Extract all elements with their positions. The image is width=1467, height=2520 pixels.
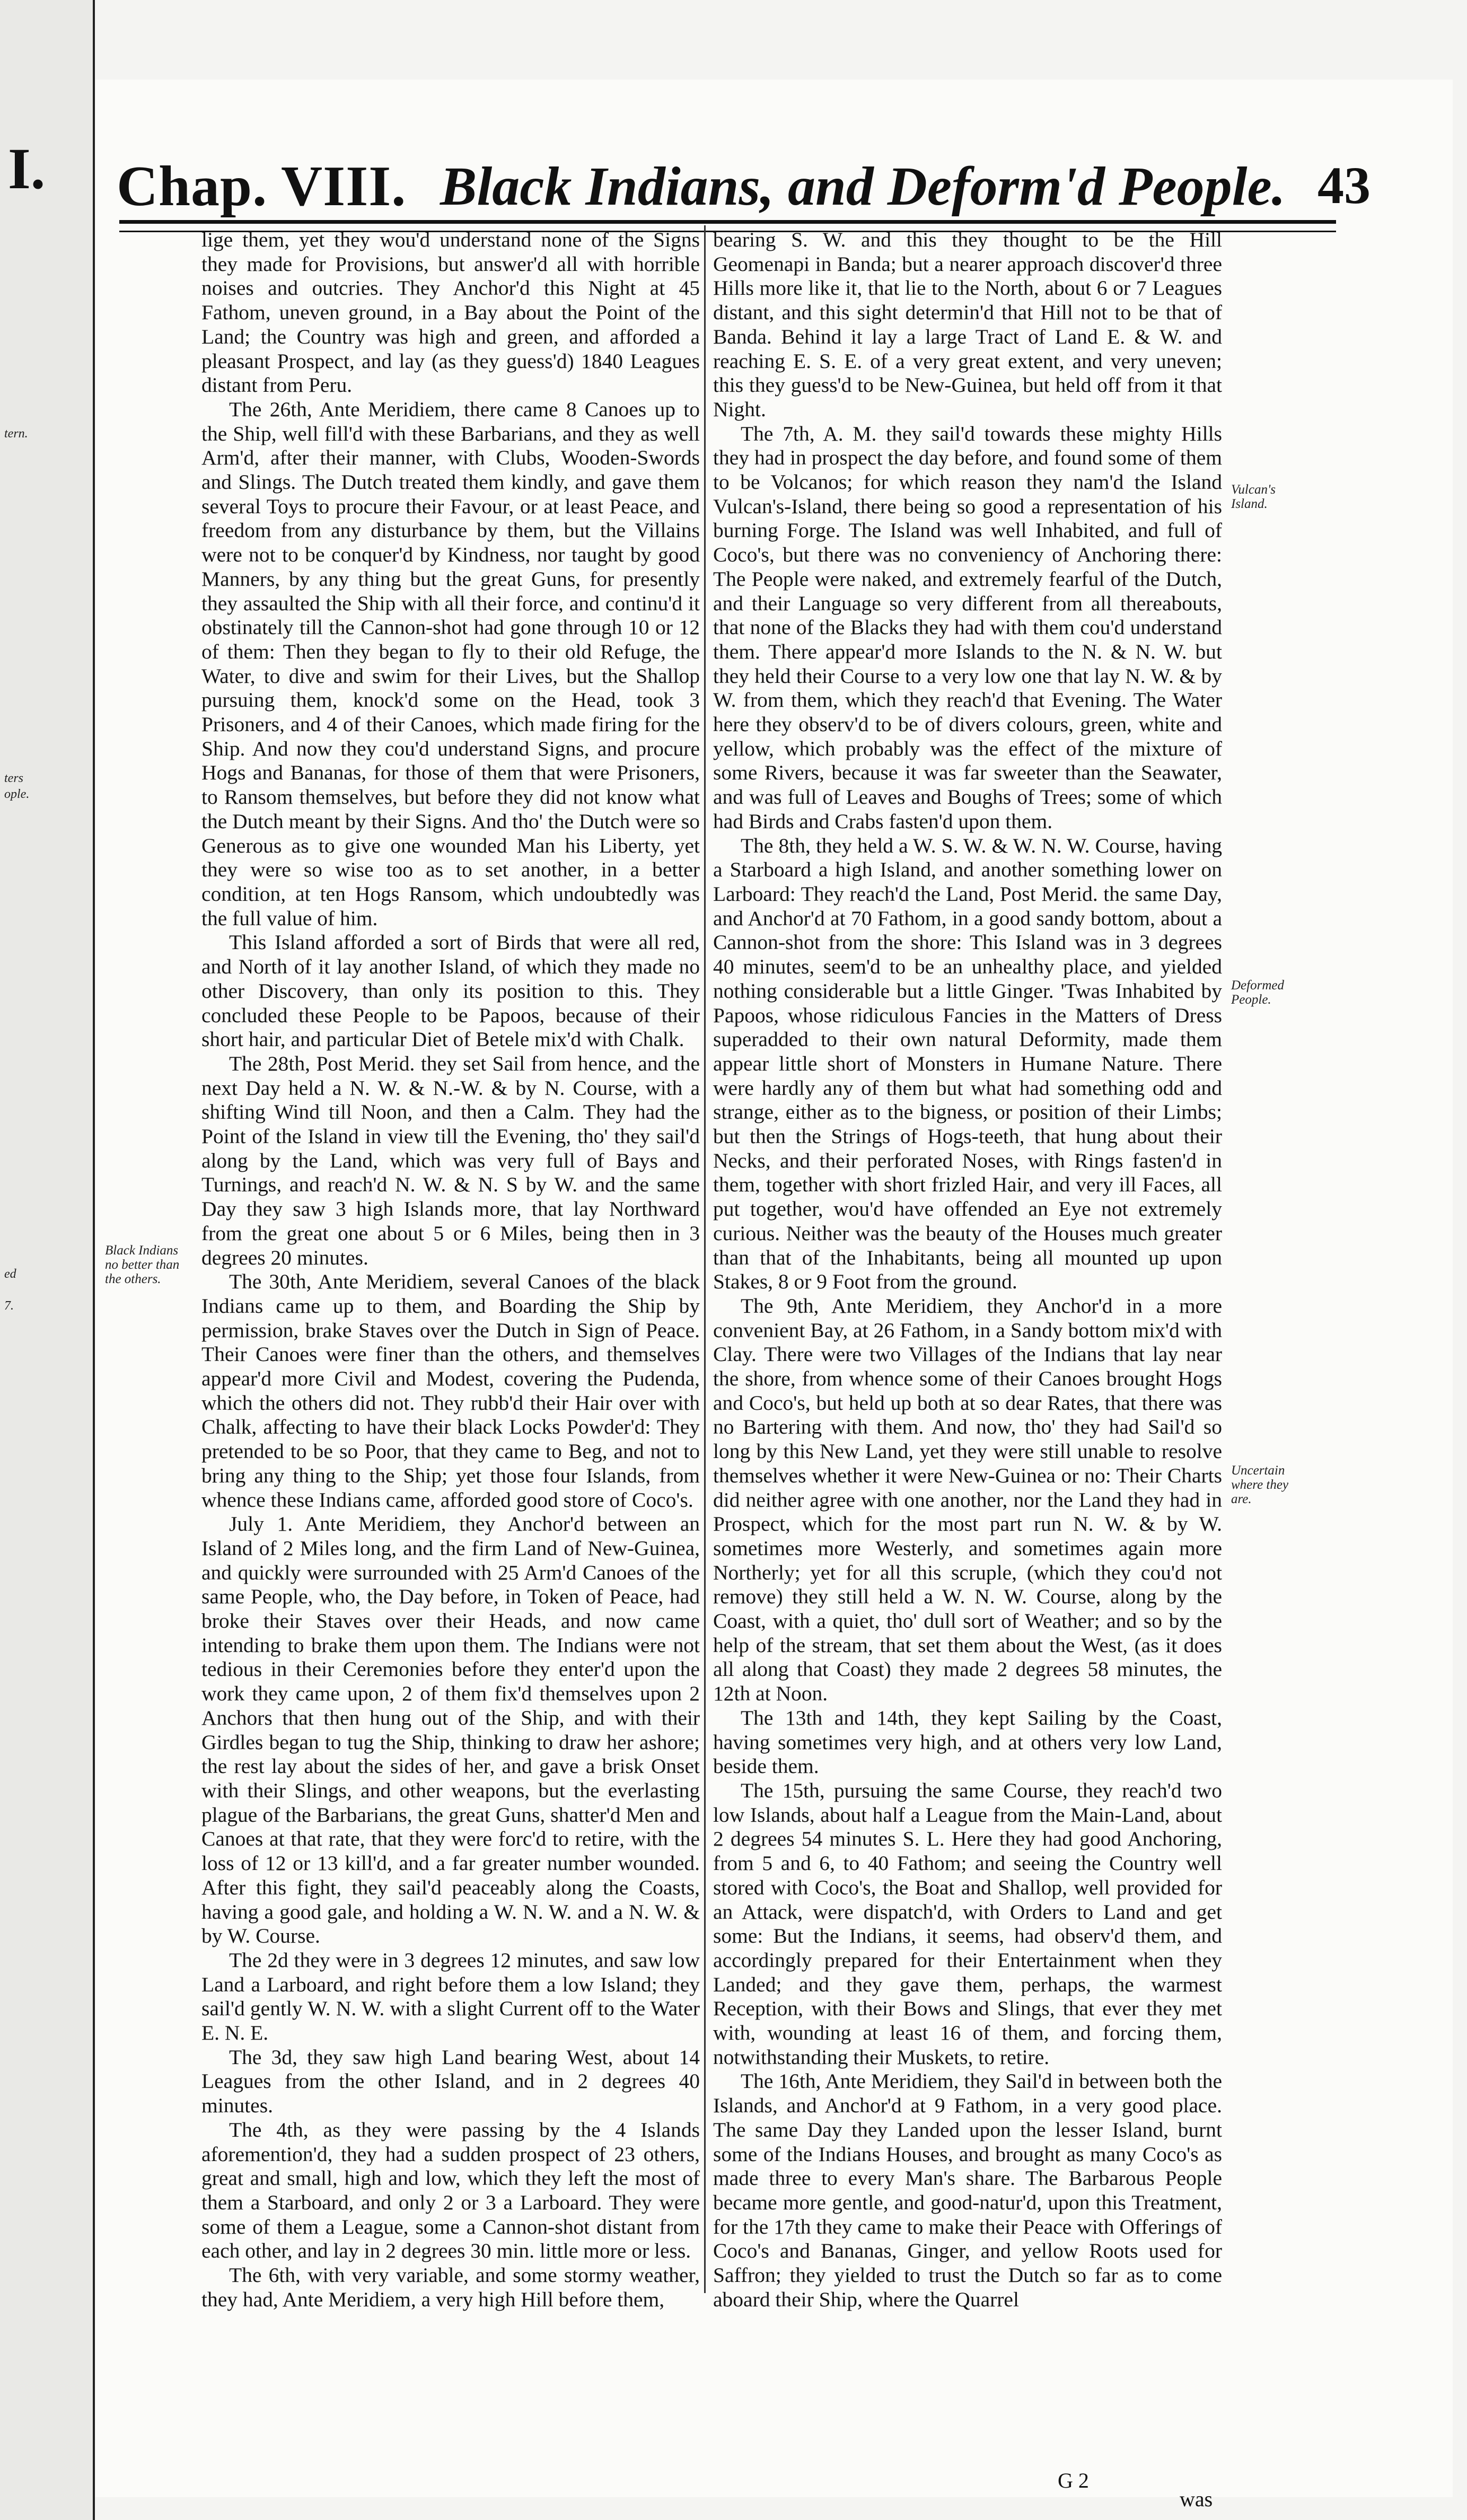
paragraph: bearing S. W. and this they thought to be the Hill Geomenapi in Banda; but a nearer approach discover'd three Hills more like it, that lie to the North, about 6 or 7 Leagues distant, and this sight determin'd that Hill not to be that of Banda. Behind it lay a large Tract of Land E. & W. and reaching E. S. E. of a very great extent, and very uneven; this they guess'd to be New-Guinea, but held off from it that Night. <box>713 228 1222 421</box>
text-column-left <box>201 228 700 2312</box>
adjacent-margin-fragment: ople. <box>4 787 30 801</box>
margin-note-uncertain: Uncertain where they are. <box>1231 1463 1289 1506</box>
paragraph: The 26th, Ante Meridiem, there came 8 Canoes up to the Ship, well fill'd with these Barbarians, and they as well Arm'd, after their manner, with Clubs, Wooden-Swords and Slings. The Dutch treated them kindly, and gave them several Toys to procure their Favour, or at least Peace, and freedom from any disturbance by them, but the Villains were not to be conquer'd by Kindness, nor taught by good Manners, by any thing but the great Guns, for presently they assaulted the Ship with all their force, and continu'd it obstinately till the Cannon-shot had gone through 10 or 12 of them: Then they began to fly to their old Refuge, the Water, to dive and swim for their Lives, but the Shallop pursuing them, knock'd some on the Head, took 3 Prisoners, and 4 of their Canoes, which made firing for the Ship. And now they cou'd understand Signs, and procure Hogs and Bananas, for those of them that were Prisoners, to Ransom themselves, but before they did not know what the Dutch meant by their Signs. And tho' the Dutch were so Generous as to give one wounded Man his Liberty, yet they were so wise too as to set another, in a better condition, at ten Hogs Ransom, which undoubtedly was the full value of him. <box>201 397 700 930</box>
paragraph: The 4th, as they were passing by the 4 Islands aforemention'd, they had a sudden prospect of 23 others, great and small, high and low, which they left the most of them a Starboard, and only 2 or 3 a Larboard. They were some of them a League, some a Cannon-shot distant from each other, and lay in 2 degrees 30 min. little more or less. <box>201 2118 700 2263</box>
paragraph: The 30th, Ante Meridiem, several Canoes of the black Indians came up to them, and Boarding the Ship by permission, brake Staves over the Dutch in Sign of Peace. Their Canoes were finer than the others, and themselves appear'd more Civil and Modest, covering the Pudenda, which the others did not. They rubb'd their Hair over with Chalk, affecting to have their black Locks Powder'd: They pretended to be so Poor, that they came to Beg, and not to bring any thing to the Ship; yet those four Islands, from whence these Indians came, afforded good store of Coco's. <box>201 1270 700 1512</box>
paragraph: The 15th, pursuing the same Course, they reach'd two low Islands, about half a League from the Main-Land, about 2 degrees 54 minutes S. L. Here they had good Anchoring, from 5 and 6, to 40 Fathom; and seeing the Country well stored with Coco's, the Boat and Shallop, well provided for an Attack, were dispatch'd, with Orders to Land and get some: But the Indians, it seems, had observ'd them, and accordingly prepared for their Entertainment when they Landed; and they gave them, perhaps, the warmest Reception, with their Bows and Slings, that ever they met with, wounding at least 16 of them, and forcing them, notwithstanding their Muskets, to retire. <box>713 1779 1222 2069</box>
adjacent-margin-fragment: 7. <box>4 1299 14 1313</box>
paragraph: The 6th, with very variable, and some stormy weather, they had, Ante Meridiem, a very high Hill before them, <box>201 2263 700 2311</box>
paragraph: The 9th, Ante Meridiem, they Anchor'd in a more convenient Bay, at 26 Fathom, in a Sandy bottom mix'd with Clay. There were two Villages of the Indians that lay near the shore, from whence some of their Canoes brought Hogs and Coco's, but held up both at so dear Rates, that there was no Bartering with them. And now, tho' they had Sail'd so long by this New Land, yet they were still unable to resolve themselves whether it were New-Guinea or no: Their Charts did neither agree with one another, nor the Land they had in Prospect, which for the most part run N. W. & by W. sometimes more Westerly, and sometimes again more Northerly; yet for all this scruple, (which they cou'd not remove) they still held a W. N. W. Course, along by the Coast, with a quiet, tho' dull sort of Weather; and so by the help of the stream, that set them about the West, (as it does all along that Coast) they made 2 degrees 58 minutes, the 12th at Noon. <box>713 1294 1222 1706</box>
margin-note-black-indians: Black Indians no better than the others. <box>105 1243 180 1286</box>
paragraph: The 3d, they saw high Land bearing West, about 14 Leagues from the other Island, and in 2 degrees 40 minutes. <box>201 2045 700 2118</box>
margin-note-deformed-people: Deformed People. <box>1231 978 1284 1007</box>
margin-note-vulcans-island: Vulcan's Island. <box>1231 482 1276 511</box>
chapter-heading: Chap. VIII. <box>117 155 407 218</box>
adjacent-page-edge <box>0 0 95 2520</box>
paragraph: July 1. Ante Meridiem, they Anchor'd between an Island of 2 Miles long, and the firm Land of New-Guinea, and quickly were surrounded with 25 Arm'd Canoes of the same People, who, the Day before, in Token of Peace, had broke their Staves over their Heads, and now came intending to brake them upon them. The Indians were not tedious in their Ceremonies before they enter'd upon the work they came upon, 2 of them fix'd themselves upon 2 Anchors that then hung out of the Ship, and with their Girdles began to tug the Ship, thinking to draw her ashore; the rest lay about the sides of her, and gave a brisk Onset with their Slings, and other weapons, but the everlasting plague of the Barbarians, the great Guns, shatter'd Men and Canoes at that rate, that they were forc'd to retire, with the loss of 12 or 13 kill'd, and a far greater number wounded. After this fight, they sail'd peaceably along the Coasts, having a good gale, and holding a W. N. W. and a N. W. & by W. Course. <box>201 1512 700 1948</box>
paragraph: This Island afforded a sort of Birds that were all red, and North of it lay another Island, of which they made no other Discovery, than only its position to this. They concluded these People to be Papoos, because of their short hair, and particular Diet of Betele mix'd with Chalk. <box>201 930 700 1051</box>
paragraph: The 13th and 14th, they kept Sailing by the Coast, having sometimes very high, and at others very low Land, beside them. <box>713 1706 1222 1778</box>
running-title: Black Indians, and Deform'd People. <box>440 156 1286 217</box>
adjacent-margin-fragment: ters <box>4 771 23 785</box>
adjacent-margin-fragment: tern. <box>4 427 28 441</box>
paragraph: The 16th, Ante Meridiem, they Sail'd in between both the Islands, and Anchor'd at 9 Fathom, in a very good place. The same Day they Landed upon the lesser Island, burnt some of the Indians Houses, and brought as many Coco's as made three to every Man's share. The Barbarous People became more gentle, and good-natur'd, upon this Treatment, for the 17th they came to make their Peace with Offerings of Coco's and Bananas, Ginger, and yellow Roots used for Saffron; they yielded to trust the Dutch so far as to come aboard their Ship, where the Quarrel <box>713 2069 1222 2311</box>
text-column-right <box>713 228 1222 2312</box>
page-number: 43 <box>1317 156 1371 215</box>
adjacent-margin-fragment: ed <box>4 1267 16 1281</box>
adjacent-page-roman: I. <box>8 136 46 201</box>
column-divider <box>704 225 706 2293</box>
catchword: was <box>1180 2487 1213 2511</box>
paragraph: The 8th, they held a W. S. W. & W. N. W. Course, having a Starboard a high Island, and another something lower on Larboard: They reach'd the Land, Post Merid. the same Day, and Anchor'd at 70 Fathom, in a good sandy bottom, about a Cannon-shot from the shore: This Island was in 3 degrees 40 minutes, seem'd to be an unhealthy place, and yielded nothing considerable but a little Ginger. 'Twas Inhabited by Papoos, whose ridiculous Fancies in the Matters of Dress superadded to their own natural Deformity, made them appear little short of Monsters in Humane Nature. There were hardly any of them but what had something odd and strange, either as to the bigness, or position of their Limbs; but then the Strings of Hogs-teeth, that hung about their Necks, and their perforated Noses, with Rings fasten'd in them, together with short frizled Hair, and very ill Faces, all put together, wou'd have offended an Eye not extremely curious. Neither was the beauty of the Houses much greater than that of the Inhabitants, being all mounted up upon Stakes, 8 or 9 Foot from the ground. <box>713 833 1222 1294</box>
signature-mark: G 2 <box>1058 2469 1089 2492</box>
header-rule <box>119 220 1336 224</box>
paragraph: The 28th, Post Merid. they set Sail from hence, and the next Day held a N. W. & N.-W. & by N. Course, with a shifting Wind till Noon, and then a Calm. They had the Point of the Island in view till the Evening, tho' they sail'd along by the Land, which was very full of Bays and Turnings, and reach'd N. W. & N. S by W. and the same Day they saw 3 high Islands more, that lay Northward from the great one about 5 or 6 Miles, being then in 3 degrees 20 minutes. <box>201 1051 700 1269</box>
paragraph: lige them, yet they wou'd understand none of the Signs they made for Provisions, but answer'd all with horrible noises and outcries. They Anchor'd this Night at 45 Fathom, uneven ground, in a Bay about the Point of the Land; the Country was high and green, and afforded a pleasant Prospect, and lay (as they guess'd) 1840 Leagues distant from Peru. <box>201 228 700 397</box>
paragraph: The 7th, A. M. they sail'd towards these mighty Hills they had in prospect the day before, and found some of them to be Volcanos; for which reason they nam'd the Island Vulcan's-Island, there being so good a representation of his burning Forge. The Island was well Inhabited, and full of Coco's, but there was no conveniency of Anchoring there: The People were naked, and extremely fearful of the Dutch, and their Language so very different from all thereabouts, that none of the Blacks they had with them cou'd understand them. There appear'd more Islands to the N. & N. W. but they held their Course to a very low one that lay N. W. & by W. from them, which they reach'd that Evening. The Water here they observ'd to be of divers colours, green, white and yellow, which probably was the effect of the mixture of some Rivers, because it was far sweeter than the Seawater, and was full of Leaves and Boughs of Trees; some of which had Birds and Crabs fasten'd upon them. <box>713 422 1222 833</box>
paragraph: The 2d they were in 3 degrees 12 minutes, and saw low Land a Larboard, and right before them a low Island; they sail'd gently W. N. W. with a slight Current off to the Water E. N. E. <box>201 1948 700 2045</box>
